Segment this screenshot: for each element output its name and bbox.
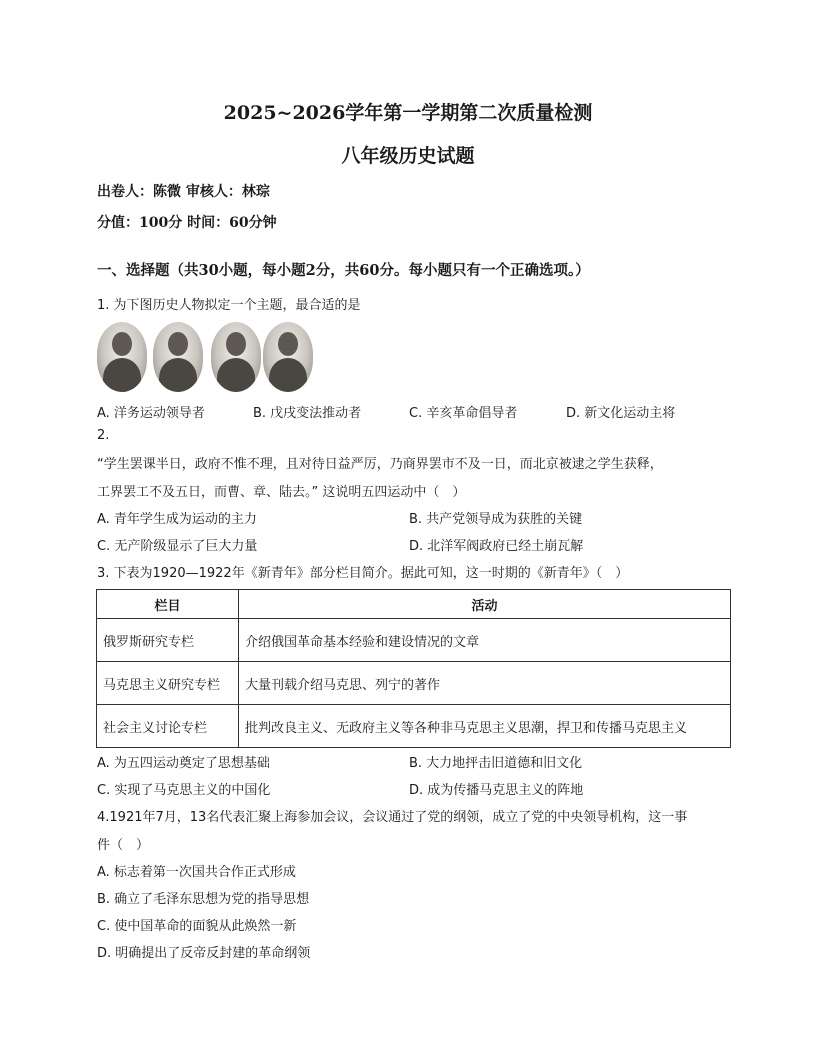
question-2-stem-line-2: 工界罢工不及五日，而曹、章、陆去。” 这说明五四运动中（ ） — [97, 485, 466, 500]
table-row — [97, 662, 731, 705]
q4-option-a: A. 标志着第一次国共合作正式形成 — [97, 865, 296, 880]
q2-option-d: D. 北洋军阀政府已经土崩瓦解 — [409, 539, 584, 554]
table-row — [97, 705, 731, 748]
q3-option-a: A. 为五四运动奠定了思想基础 — [97, 756, 270, 771]
q4-option-b: B. 确立了毛泽东思想为党的指导思想 — [97, 892, 310, 907]
table-cell-activity: 介绍俄国革命基本经验和建设情况的文章 — [239, 619, 731, 662]
table-cell-column: 社会主义讨论专栏 — [97, 705, 239, 748]
table-cell-column: 马克思主义研究专栏 — [97, 662, 239, 705]
q2-option-a: A. 青年学生成为运动的主力 — [97, 512, 257, 527]
q3-option-b: B. 大力地抨击旧道德和旧文化 — [409, 756, 583, 771]
portrait-photo-1 — [97, 322, 147, 392]
table-cell-column: 俄罗斯研究专栏 — [97, 619, 239, 662]
table-cell-activity: 批判改良主义、无政府主义等各种非马克思主义思潮，捍卫和传播马克思主义 — [239, 705, 731, 748]
q1-option-d: D. 新文化运动主将 — [566, 406, 676, 421]
table-header-activity: 活动 — [239, 590, 731, 619]
q3-option-c: C. 实现了马克思主义的中国化 — [97, 783, 271, 798]
question-3-stem: 3. 下表为1920—1922年《新青年》部分栏目简介。据此可知，这一时期的《新青年》（ ） — [97, 566, 629, 581]
q4-option-d: D. 明确提出了反帝反封建的革命纲领 — [97, 946, 311, 961]
q3-option-d: D. 成为传播马克思主义的阵地 — [409, 783, 584, 798]
q1-option-a: A. 洋务运动领导者 — [97, 406, 205, 421]
section-heading: 一、选择题（共30小题，每小题2分，共60分。每小题只有一个正确选项。） — [97, 262, 590, 279]
q2-option-c: C. 无产阶级显示了巨大力量 — [97, 539, 258, 554]
column-table — [96, 589, 731, 748]
q1-option-b: B. 戊戌变法推动者 — [253, 406, 362, 421]
table-cell-activity: 大量刊载介绍马克思、列宁的著作 — [239, 662, 731, 705]
table-row — [97, 619, 731, 662]
question-4-stem-line-2: 件（ ） — [97, 838, 150, 853]
portrait-photos — [97, 322, 327, 392]
portrait-photo-4 — [263, 322, 313, 392]
q1-option-c: C. 辛亥革命倡导者 — [409, 406, 518, 421]
question-1-stem: 1. 为下图历史人物拟定一个主题，最合适的是 — [97, 298, 361, 313]
exam-title: 2025~2026学年第一学期第二次质量检测 — [223, 102, 593, 124]
q2-option-b: B. 共产党领导成为获胜的关键 — [409, 512, 583, 527]
portrait-photo-3 — [211, 322, 261, 392]
table-header-row — [97, 590, 731, 619]
question-2-number: 2. — [97, 428, 110, 443]
question-4-stem-line-1: 4.1921年7月，13名代表汇聚上海参加会议，会议通过了党的纲领，成立了党的中央领导机构，这一事 — [97, 810, 688, 825]
question-2-stem-line-1: “学生罢课半日，政府不惟不理，且对待日益严厉，乃商界罢市不及一日，而北京被逮之学生获释， — [97, 457, 663, 472]
table-header-column: 栏目 — [97, 590, 239, 619]
q4-option-c: C. 使中国革命的面貌从此焕然一新 — [97, 919, 297, 934]
portrait-photo-2 — [153, 322, 203, 392]
authors-line: 出卷人：陈微 审核人：林琮 — [97, 184, 270, 200]
exam-subtitle: 八年级历史试题 — [341, 145, 475, 167]
score-time-line: 分值：100分 时间：60分钟 — [97, 215, 277, 231]
